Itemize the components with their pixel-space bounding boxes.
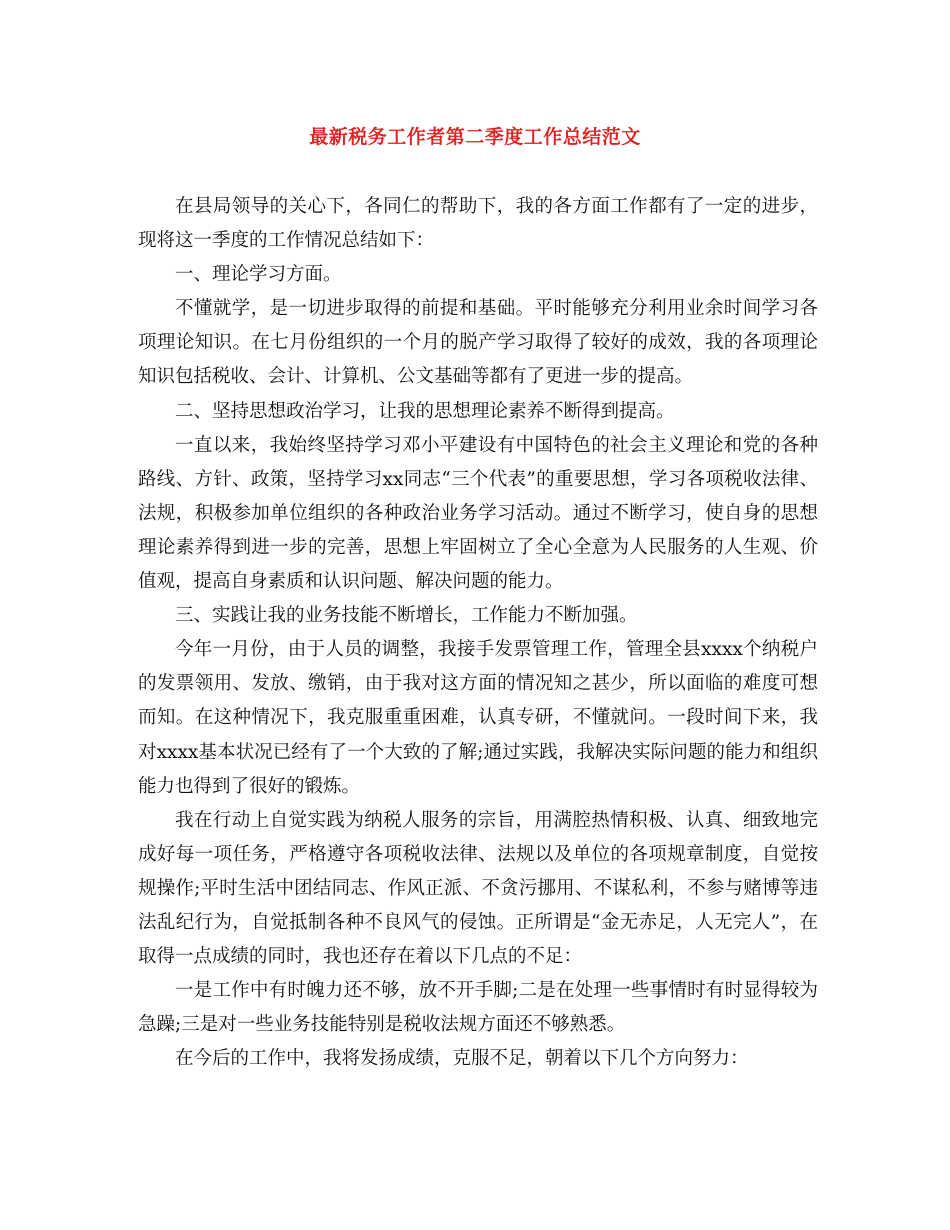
paragraph-shortcomings: 一是工作中有时魄力还不够，放不开手脚;二是在处理一些事情时有时显得较为急躁;三是对一些业务技能特别是税收法规方面还不够熟悉。 (138, 980, 818, 1036)
section-heading-politics: 二、坚持思想政治学习，让我的思想理论素养不断得到提高。 (175, 400, 675, 422)
paragraph-conduct: 我在行动上自觉实践为纳税人服务的宗旨，用满腔热情积极、认真、细致地完成好每一项任务，严格遵守各项税收法律、法规以及单位的各项规章制度，自觉按规操作;平时生活中团结同志、作风正派、不贪污挪用、不谋私利，不参与赌博等违法乱纪行为，自觉抵制各种不良风气的侵蚀。正所谓是“金无赤足，人无完人”，在取得一点成绩的同时，我也还存在着以下几点的不足： (138, 809, 818, 968)
paragraph-politics: 一直以来，我始终坚持学习邓小平建设有中国特色的社会主义理论和党的各种路线、方针、政策，坚持学习xx同志“三个代表”的重要思想，学习各项税收法律、法规，积极参加单位组织的各种政治业务学习活动。通过不断学习，使自身的思想理论素养得到进一步的完善，思想上牢固树立了全心全意为人民服务的人生观、价值观，提高自身素质和认识问题、解决问题的能力。 (138, 434, 818, 593)
paragraph-theory: 不懂就学，是一切进步取得的前提和基础。平时能够充分利用业余时间学习各项理论知识。在七月份组织的一个月的脱产学习取得了较好的成效，我的各项理论知识包括税收、会计、计算机、公文基础等都有了更进一步的提高。 (138, 298, 818, 388)
section-heading-theory: 一、理论学习方面。 (175, 264, 342, 286)
paragraph-practice: 今年一月份，由于人员的调整，我接手发票管理工作，管理全县xxxx个纳税户的发票领用、发放、缴销，由于我对这方面的情况知之甚少，所以面临的难度可想而知。在这种情况下，我克服重重困难，认真专研，不懂就问。一段时间下来，我对xxxx基本状况已经有了一个大致的了解;通过实践，我解决实际问题的能力和组织能力也得到了很好的锻炼。 (138, 639, 818, 797)
document-body (138, 190, 818, 1076)
paragraph-future: 在今后的工作中，我将发扬成绩，克服不足，朝着以下几个方向努力： (175, 1048, 749, 1070)
section-heading-practice: 三、实践让我的业务技能不断增长，工作能力不断加强。 (175, 605, 638, 627)
paragraph-intro: 在县局领导的关心下，各同仁的帮助下，我的各方面工作都有了一定的进步，现将这一季度的工作情况总结如下： (138, 196, 818, 252)
document-title: 最新税务工作者第二季度工作总结范文 (309, 126, 641, 148)
